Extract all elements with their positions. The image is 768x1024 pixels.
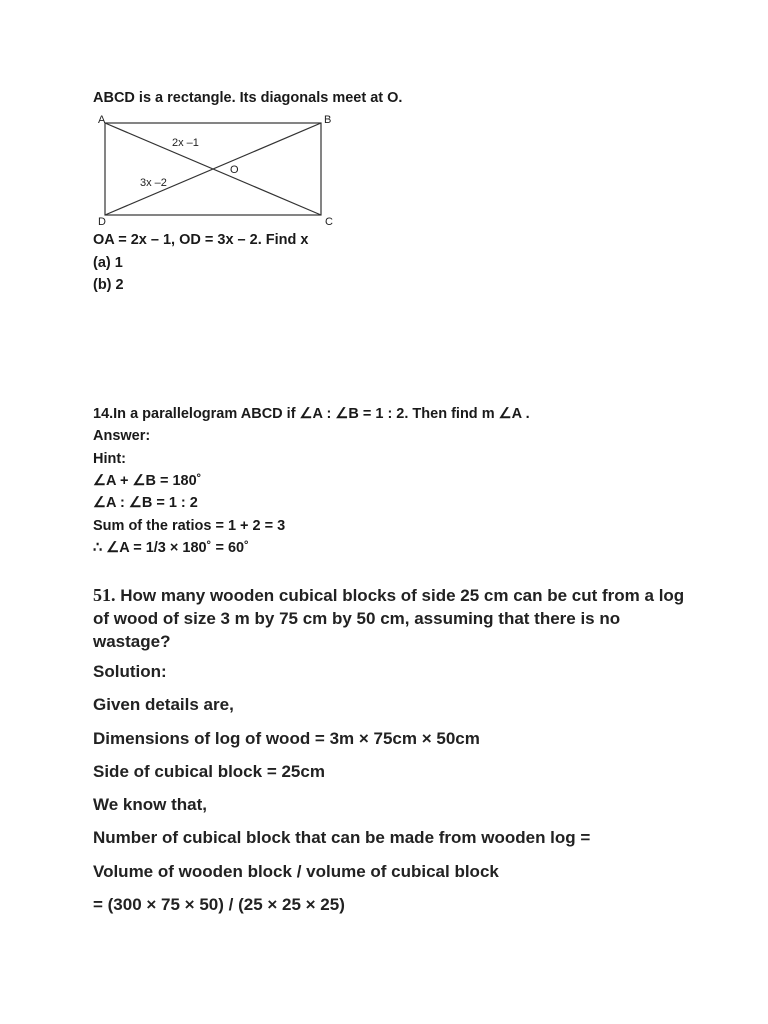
q51-question: How many wooden cubical blocks of side 25 cm can be cut from a log of wood of size 3 m by 75 cm by 50 cm, assuming that there is no wastage? [93, 586, 685, 651]
q51-line-2: Dimensions of log of wood = 3m × 75cm × 50cm [93, 729, 480, 748]
q51-line-7: = (300 × 75 × 50) / (25 × 25 × 25) [93, 895, 345, 914]
q14-answer-label: Answer: [93, 428, 151, 444]
q14-hint-label: Hint: [93, 451, 127, 467]
rectangle-diagram [92, 110, 352, 230]
q14-step-4: ∴ ∠A = 1/3 × 180˚ = 60˚ [93, 540, 249, 556]
vertex-b-label: B [324, 114, 332, 126]
label-oa: 2x –1 [172, 137, 199, 149]
q13-given: OA = 2x – 1, OD = 3x – 2. Find x [93, 232, 309, 248]
q14-step-1: ∠A + ∠B = 180˚ [93, 473, 202, 489]
q51-line-3: Side of cubical block = 25cm [93, 762, 325, 781]
q14-step-2: ∠A : ∠B = 1 : 2 [93, 495, 198, 511]
q13-option-a: (a) 1 [93, 255, 123, 271]
q51-line-4: We know that, [93, 795, 207, 814]
q51-question-block [93, 584, 693, 653]
center-o-label: O [230, 164, 239, 176]
q14-question: 14.In a parallelogram ABCD if ∠A : ∠B = 1 : 2. Then find m ∠A . [93, 406, 530, 422]
label-od: 3x –2 [140, 177, 167, 189]
vertex-a-label: A [98, 114, 106, 126]
q13-statement: ABCD is a rectangle. Its diagonals meet at O. [93, 90, 403, 106]
q14-step-3: Sum of the ratios = 1 + 2 = 3 [93, 518, 286, 534]
q51-line-5: Number of cubical block that can be made from wooden log = [93, 828, 591, 847]
q13-option-b: (b) 2 [93, 277, 124, 293]
q51-number: 51. [93, 585, 116, 605]
q51-line-6: Volume of wooden block / volume of cubical block [93, 862, 499, 881]
q51-line-1: Given details are, [93, 695, 234, 714]
vertex-d-label: D [98, 216, 106, 228]
q51-solution-label: Solution: [93, 662, 167, 681]
vertex-c-label: C [325, 216, 333, 228]
